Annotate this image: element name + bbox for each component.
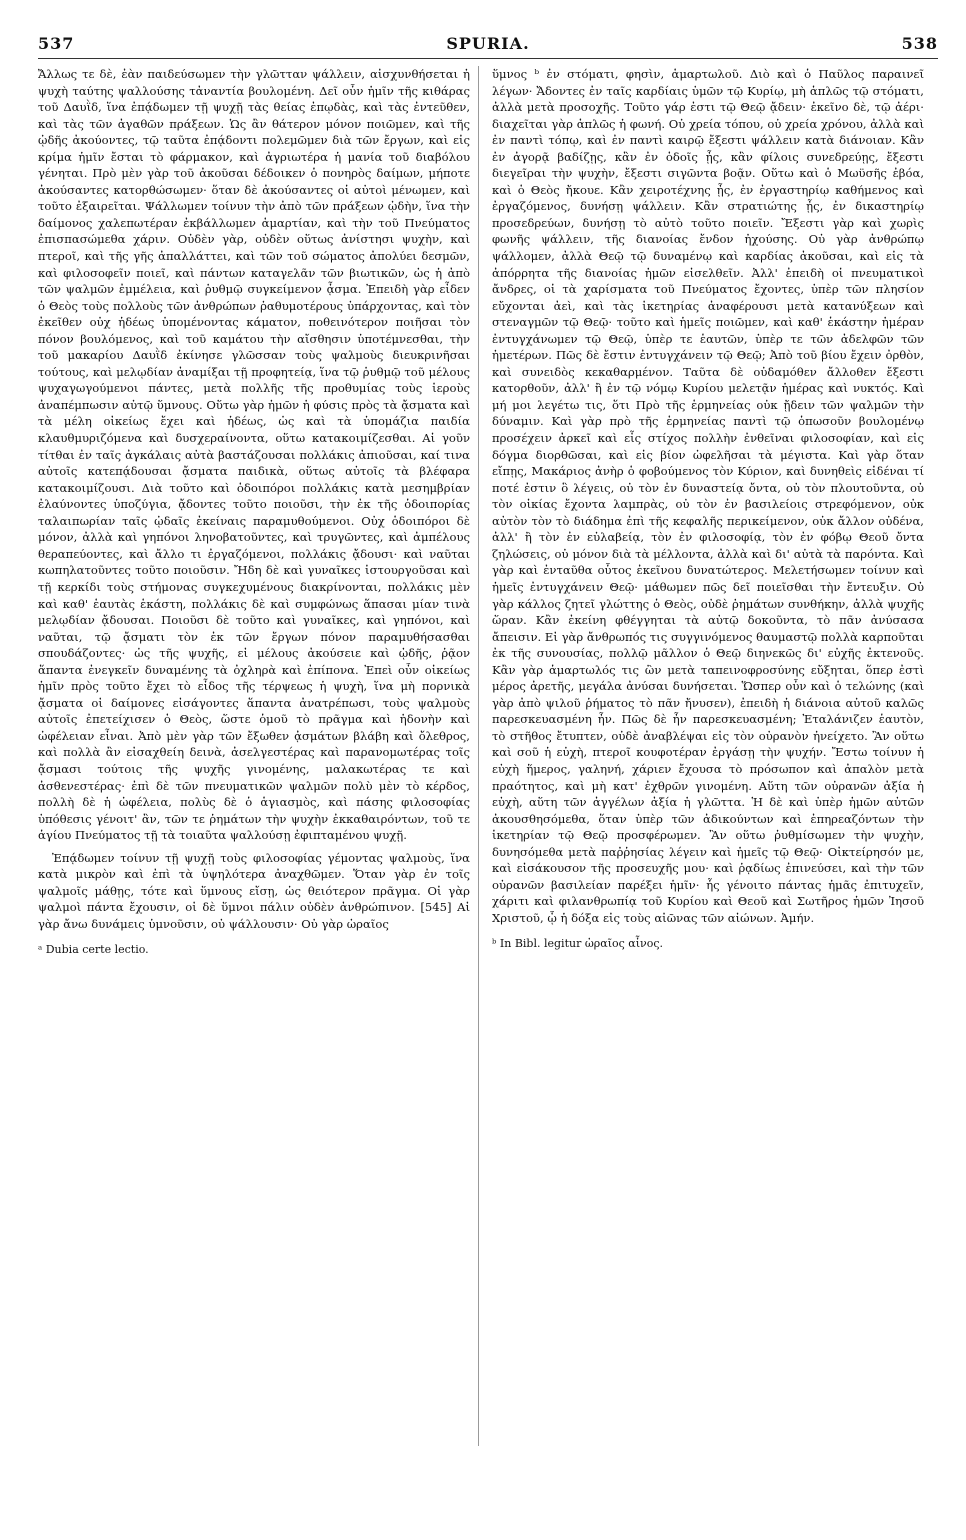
left-footnote: ᵃ Dubia certe lectio.: [38, 943, 149, 957]
running-title: SPURIA.: [446, 33, 530, 53]
right-column: [492, 66, 924, 953]
header-rule: [38, 58, 938, 59]
running-header: [38, 30, 938, 56]
left-paragraph-1: Ἄλλως τε δὲ, ἐὰν παιδεύσωμεν τὴν γλῶτταν ψάλλειν, αἰσχυνθήσεται ἡ ψυχὴ ταύτης ψαλλούσης τἀναντία βουλομένη. Δεῖ οὖν ἡμῖν τῆς κιθάρας τοῦ Δαυῒδ, ἵνα ἐπᾴδωμεν τῇ ψυχῇ τὰς θείας ἐπῳδὰς, καὶ τὰς ἐντεῦθεν, καὶ τὰς τῶν ἀγαθῶν πράξεων. Ὡς ἂν θάτερον μόνον ποιῶμεν, καὶ τῆς ᾠδῆς ἀκούοντες, τῷ ταῦτα ἐπᾴδοντι πολεμῶμεν διὰ τῶν ἔργων, καὶ εἰς κρίμα ἡμῖν ἔσται τὸ φάρμακον, καὶ ἀγριωτέρα ἡ μανία τοῦ διαβόλου γένηται. Πρὸ μὲν γὰρ τοῦ ἀκοῦσαι δέδοικεν ὁ πονηρὸς δαίμων, μήποτε ἀκούσαντες κατορθώσωμεν· ὅταν δὲ ἀκούσαντες οἱ αὐτοὶ μένωμεν, καὶ τοῦτο ἐξαιρεῖται. Ψάλλωμεν τοίνυν τὴν ἀπὸ τῶν πράξεων ᾠδὴν, ἵνα τὴν δαίμονος χαλεπωτέραν ἐκβάλλωμεν ἁμαρτίαν, καὶ τὴν τοῦ Πνεύματος ἐπισπασώμεθα χάριν. Οὐδὲν γὰρ, οὐδὲν οὕτως ἀνίστησι ψυχὴν, καὶ πτεροῖ, καὶ τῆς γῆς ἀπαλλάττει, καὶ τῶν τοῦ σώματος ἀπολύει δεσμῶν, καὶ φιλοσοφεῖν ποιεῖ, καὶ πάντων καταγελᾶν τῶν βιωτικῶν, ὡς ἡ ἀπὸ τῶν ψαλμῶν ἐμμέλεια, καὶ ῥυθμῷ συγκείμενον ᾆσμα. Ἐπειδὴ γὰρ εἶδεν ὁ Θεὸς τοὺς πολλοὺς τῶν ἀνθρώπων ῥαθυμοτέρους ὑπάρχοντας, καὶ τὸν ἐκεῖθεν οὐχ ἡδέως ὑπομένοντας κάματον, ποθεινότερον ποιῆσαι τὸν πόνον βουλόμενος, καὶ τοῦ καμάτου τὴν αἴσθησιν ὑποτέμνεσθαι, τὴν τοῦ μακαρίου Δαυῒδ ἐκίνησε γλῶσσαν τοὺς ψαλμοὺς διευκρινῆσαι τούτους, καὶ μελῳδίαν ἀναμίξαι τῇ προφητείᾳ, ἵνα τῷ ῥυθμῷ τοῦ μέλους ψυχαγωγούμενοι πάντες, μετὰ πολλῆς τῆς προθυμίας τοὺς ἱεροὺς ἀναπέμπωσιν αὐτῷ ὕμνους. Οὕτω γὰρ ἡμῶν ἡ φύσις πρὸς τὰ ᾄσματα καὶ τὰ μέλη οἰκείως ἔχει καὶ ἡδέως, ὡς καὶ τὰ ὑπομάζια παιδία κλαυθμυριζόμενα καὶ δυσχεραίνοντα, οὕτω κατακοιμίζεσθαι. Αἱ γοῦν τίτθαι ἐν ταῖς ἀγκάλαις αὐτὰ βαστάζουσαι πολλάκις ἀπιοῦσαι, καί τινα αὐτοῖς κατεπᾴδουσαι ᾄσματα παιδικὰ, οὕτως αὐτοῖς τὰ βλέφαρα κατακοιμίζουσι. Διὰ τοῦτο καὶ ὁδοιπόροι πολλάκις κατὰ μεσημβρίαν ἐλαύνοντες ὑποζύγια, ᾄδοντες τοῦτο ποιοῦσι, τὴν ἐκ τῆς ὁδοιπορίας ταλαιπωρίαν ταῖς ᾠδαῖς ἐκείναις παραμυθούμενοι. Οὐχ ὁδοιπόροι δὲ μόνον, ἀλλὰ καὶ γηπόνοι ληνοβατοῦντες, καὶ τρυγῶντες, καὶ ἀμπέλους θεραπεύοντες, καὶ ἄλλο τι ἐργαζόμενοι, πολλάκις ᾄδουσι· καὶ ναῦται κωπηλατοῦντες τοῦτο ποιοῦσιν. Ἤδη δὲ καὶ γυναῖκες ἱστουργοῦσαι καὶ τῇ κερκίδι τοὺς στήμονας συγκεχυμένους διακρίνονται, πολλάκις μὲν καὶ καθ' ἑαυτὰς ἑκάστη, πολλάκις δὲ καὶ συμφώνως ἅπασαι μίαν τινὰ μελῳδίαν ᾄδουσαι. Ποιοῦσι δὲ τοῦτο καὶ γυναῖκες, καὶ γηπόνοι, καὶ ναῦται, τῷ ᾄσματι τὸν ἐκ τῶν ἔργων πόνον παραμυθήσασθαι σπουδάζοντες· ὡς τῆς ψυχῆς, εἰ μέλους ἀκούσειε καὶ ᾠδῆς, ῥᾷον ἅπαντα ἐνεγκεῖν δυναμένης τὰ ὀχληρὰ καὶ ἐπίπονα. Ἐπεὶ οὖν οἰκείως ἡμῖν πρὸς τοῦτο ἔχει τὸ εἶδος τῆς τέρψεως ἡ ψυχὴ, ἵνα μὴ πορνικὰ ᾄσματα οἱ δαίμονες εἰσάγοντες ἅπαντα ἀνατρέπωσι, τοὺς ψαλμοὺς αὐτοῖς ἐπετείχισεν ὁ Θεὸς, ὥστε ὁμοῦ τὸ πρᾶγμα καὶ ἡδονὴν καὶ ὠφέλειαν εἶναι. Ἀπὸ μὲν γὰρ τῶν ἔξωθεν ᾀσμάτων βλάβη καὶ ὄλεθρος, καὶ πολλὰ ἂν εἰσαχθείη δεινὰ, ἀσελγεστέρας καὶ παρανομωτέρας τοῖς ᾄσμασι τούτοις τῆς ψυχῆς γινομένης, μαλακωτέρας τε καὶ ἀσθενεστέρας· ἐπὶ δὲ τῶν πνευματικῶν ψαλμῶν πολὺ μὲν τὸ κέρδος, πολλὴ δὲ ἡ ὠφέλεια, πολὺς δὲ ὁ ἁγιασμὸς, καὶ πάσης φιλοσοφίας ὑπόθεσις γένοιτ' ἂν, τῶν τε ῥημάτων τὴν ψυχὴν ἐκκαθαιρόντων, τοῦ τε ἁγίου Πνεύματος τῇ τὰ τοιαῦτα ψαλλούσῃ ἐφιπταμένου ψυχῇ.: [38, 67, 470, 843]
right-footnote: ᵇ In Bibl. legitur ὡραῖος αἶνος.: [492, 937, 663, 951]
left-column: [38, 66, 470, 959]
left-paragraph-2: Ἐπᾴδωμεν τοίνυν τῇ ψυχῇ τοὺς φιλοσοφίας γέμοντας ψαλμοὺς, ἵνα κατὰ μικρὸν καὶ ἐπὶ τὰ ὑψηλότερα ἀναχθῶμεν. Ὅταν γὰρ ἐν τοῖς ψαλμοῖς μάθῃς, τότε καὶ ὕμνους εἴσῃ, ὡς θειότερον πρᾶγμα. Οἱ γὰρ ψαλμοὶ πάντα ἔχουσιν, οἱ δὲ ὕμνοι πάλιν οὐδὲν ἀνθρώπινον. [545] Αἱ γὰρ ἄνω δυνάμεις ὑμνοῦσιν, οὐ ψάλλουσιν· Οὐ γὰρ ὡραῖος: [38, 850, 470, 931]
column-divider: [478, 66, 479, 1446]
right-paragraph-1: ὕμνος ᵇ ἐν στόματι, φησὶν, ἁμαρτωλοῦ. Διὸ καὶ ὁ Παῦλος παραινεῖ λέγων· Ἄδοντες ἐν ταῖς καρδίαις ὑμῶν τῷ Κυρίῳ, μὴ ἁπλῶς τῷ στόματι, ἀλλὰ μετὰ προσοχῆς. Τοῦτο γάρ ἐστι τῷ Θεῷ ᾄδειν· ἐκεῖνο δὲ, τῷ ἀέρι· διαχεῖται γὰρ ἁπλῶς ἡ φωνή. Οὐ χρεία τόπου, οὐ χρεία χρόνου, ἀλλὰ καὶ ἐν παντὶ τόπῳ, καὶ ἐν παντὶ καιρῷ ἔξεστι ψάλλειν κατὰ διάνοιαν. Κἂν ἐν ἀγορᾷ βαδίζῃς, κἂν ἐν ὁδοῖς ᾖς, κἂν φίλοις συνεδρεύῃς, ἔξεστι διεγεῖραι τὴν ψυχὴν, ἔξεστι σιγῶντα βοᾷν. Οὕτω καὶ ὁ Μωϋσῆς ἐβόα, καὶ ὁ Θεὸς ἤκουε. Κἂν χειροτέχνης ᾖς, ἐν ἐργαστηρίῳ καθήμενος καὶ ἐργαζόμενος, δυνήσῃ ψάλλειν. Κἂν στρατιώτης ᾖς, ἐν δικαστηρίῳ προσεδρεύων, δυνήσῃ τὸ αὐτὸ τοῦτο ποιεῖν. Ἔξεστι γὰρ καὶ χωρὶς φωνῆς ψάλλειν, τῆς διανοίας ἔνδον ἠχούσης. Οὐ γὰρ ἀνθρώπῳ ψάλλομεν, ἀλλὰ Θεῷ τῷ δυναμένῳ καὶ καρδίας ἀκοῦσαι, καὶ εἰς τὰ ἀπόρρητα τῆς διανοίας ἡμῶν εἰσελθεῖν. Ἀλλ' ἐπειδὴ οἱ πνευματικοὶ ἄνδρες, οἱ τὰ χαρίσματα τοῦ Πνεύματος ἔχοντες, ὑπὲρ τῶν πλησίον εὔχονται ἀεὶ, καὶ τὰς ἱκετηρίας ἀναφέρουσι μετὰ κατανύξεων καὶ στεναγμῶν τῷ Θεῷ· τοῦτο καὶ ἡμεῖς ποιῶμεν, καὶ καθ' ἑκάστην ἡμέραν ἐντυγχάνωμεν τῷ Θεῷ, ὑπὲρ τε ἑαυτῶν, ὑπὲρ τε τῶν ἀδελφῶν τῶν ἡμετέρων. Πῶς δὲ ἔστιν ἐντυγχάνειν τῷ Θεῷ; Ἀπὸ τοῦ βίου ἔχειν ὀρθὸν, καὶ συνειδὸς κεκαθαρμένον. Ταῦτα δὲ οὐδαμόθεν ἄλλοθεν ἔξεστι κατορθοῦν, ἀλλ' ἢ ἐν τῷ νόμῳ Κυρίου μελετᾷν ἡμέρας καὶ νυκτός. Καὶ μή μοι λεγέτω τις, ὅτι Πρὸ τῆς ἑρμηνείας οὐκ ᾔδειν τῶν ψαλμῶν τὴν δύναμιν. Καὶ γὰρ πρὸ τῆς ἑρμηνείας παντὶ τῷ ὁπωσοῦν βουλομένῳ προσέχειν ἀρκεῖ καὶ εἷς στίχος πολλὴν ἐνθεῖναι φιλοσοφίαν, καὶ εἰς δόγμα διορθῶσαι, καὶ εἰς βίον ὠφελῆσαι τὰ μέγιστα. Καὶ γὰρ ὅταν εἴπῃς, Μακάριος ἀνὴρ ὁ φοβούμενος τὸν Κύριον, καὶ δυνηθεὶς εἰδέναι τί ποτέ ἐστιν ὃ λέγεις, οὐ τὸν ἐν δυναστείᾳ ὄντα, οὐ τὸν πλουτοῦντα, οὐ τὸν οἰκίας ἔχοντα λαμπρὰς, οὐ τὸν ἐν βασιλείοις στρεφόμενον, οὐκ αὐτὸν τὸν τὸ διάδημα ἐπὶ τῆς κεφαλῆς περικείμενον, οὐκ ἄλλον οὐδένα, ἀλλ' ἢ τὸν ἐν εὐλαβείᾳ, τὸν ἐν φιλοσοφίᾳ, τὸν ἐν φόβῳ Θεοῦ ὄντα ζηλώσεις, οὐ μόνον διὰ τὰ μέλλοντα, ἀλλὰ καὶ δι' αὐτὰ τὰ παρόντα. Καὶ γὰρ καὶ ἐνταῦθα οὗτος ἐκεῖνου δυνατώτερος. Μελετήσωμεν τοίνυν καὶ ἡμεῖς ἐντυγχάνειν Θεῷ· μάθωμεν πῶς δεῖ ποιεῖσθαι τὴν ἔντευξιν. Οὐ γὰρ κάλλος ζητεῖ γλώττης ὁ Θεὸς, οὐδὲ ῥημάτων συνθήκην, ἀλλὰ ψυχῆς ὥραν. Κἂν ἐκείνη φθέγγηται τὰ αὐτῷ δοκοῦντα, τὸ πᾶν ἀνύσασα ἄπεισιν. Εἰ γὰρ ἄνθρωπός τις συγγινόμενος θαυμαστῷ πολλὰ καρποῦται ἐκ τῆς συνουσίας, πολλῷ μᾶλλον ὁ Θεῷ διηνεκῶς δι' εὐχῆς ἐκτενοῦς. Κἂν γὰρ ἁμαρτωλός τις ὢν μετὰ ταπεινοφροσύνης εὔξηται, ὅπερ ἐστὶ μέρος ἀρετῆς, μεγάλα ἀνύσαι δυνήσεται. Ὥσπερ οὖν καὶ ὁ τελώνης (καὶ γὰρ ἀπὸ ψιλοῦ ῥήματος τὸ πᾶν ἤνυσεν), ἐπειδὴ ἡ διάνοια αὐτοῦ καλῶς παρεσκευασμένη ἦν. Πῶς δὲ ἦν παρεσκευασμένη; Ἐταλάνιζεν ἑαυτὸν, τὸ στῆθος ἔτυπτεν, οὐδὲ ἀναβλέψαι εἰς τὸν οὐρανὸν ἠνείχετο. Ἂν οὕτω καὶ σοῦ ἡ εὐχὴ, πτεροῖ κουφοτέραν ἐργάσῃ τὴν ψυχήν. Ἔστω τοίνυν ἡ εὐχὴ ἥμερος, γαληνή, χάριεν ἔχουσα τὸ πρόσωπον καὶ ἀπαλὸν μετὰ πραότητος, καὶ μὴ κατ' ἐχθρῶν γινομένη. Αὕτη τῶν οὐρανῶν ἀξία ἡ εὐχὴ, αὕτη τῶν ἀγγέλων ἀξία ἡ γλῶττα. Ἡ δὲ καὶ ὑπὲρ ἡμῶν αὐτῶν ἀκουσθησόμεθα, ὅταν ὑπὲρ τῶν ἀδικούντων καὶ ἐπηρεαζόντων τὴν ἱκετηρίαν τῷ Θεῷ προσφέρωμεν. Ἂν οὕτω ῥυθμίσωμεν τὴν ψυχὴν, δυνησόμεθα μετὰ παῤῥησίας λέγειν καὶ ἡμεῖς τῷ Θεῷ· Οἰκτείρησόν με, καὶ εἰσάκουσον τῆς προσευχῆς μου· καὶ ῥᾳδίως ἐπινεύσει, καὶ τὴν τῶν οὐρανῶν βασιλείαν παρέξει ἡμῖν· ἧς γένοιτο πάντας ἡμᾶς ἐπιτυχεῖν, χάριτι καὶ φιλανθρωπίᾳ τοῦ Κυρίου καὶ Θεοῦ καὶ Σωτῆρος ἡμῶν Ἰησοῦ Χριστοῦ, ᾧ ἡ δόξα εἰς τοὺς αἰῶνας τῶν αἰώνων. Ἀμήν.: [492, 67, 924, 925]
left-page-number: 537: [38, 33, 75, 53]
right-page-number: 538: [901, 33, 938, 53]
